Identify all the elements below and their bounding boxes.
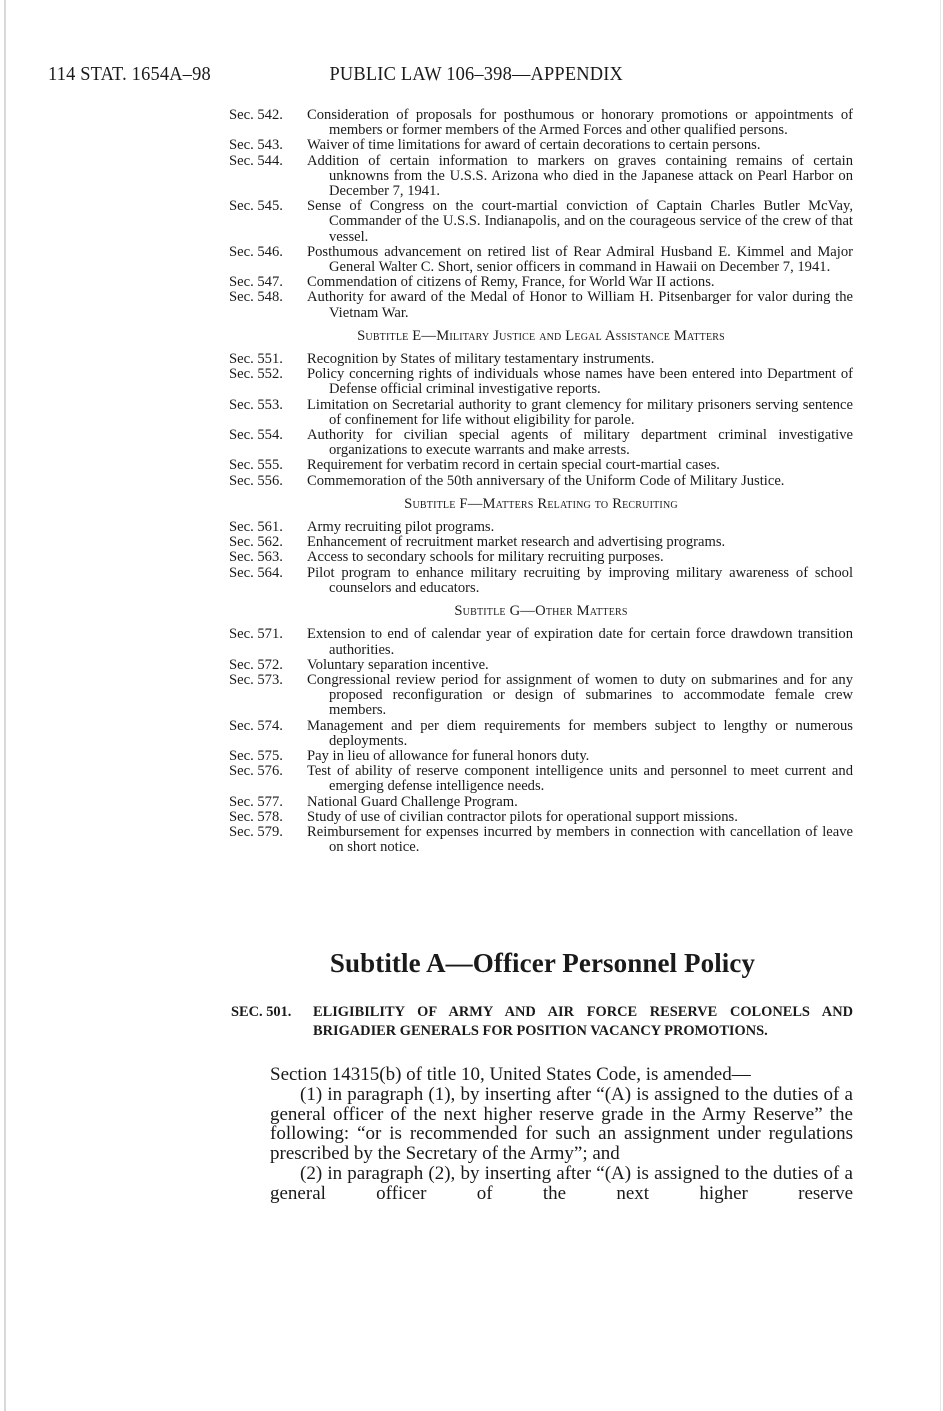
running-head — [48, 63, 623, 86]
toc-entry-title: Sense of Congress on the court-martial conviction of Captain Charles Butler McVay, Commander of the U.S.S. Indianapolis, and on the courageous service of the crew of that vessel. — [307, 198, 853, 245]
toc-entry-title-wrap — [307, 199, 853, 245]
toc-entry — [229, 719, 853, 749]
toc-entry-title-wrap — [307, 795, 853, 810]
section-label: SEC. 501. — [231, 1004, 292, 1020]
running-head-title: PUBLIC LAW 106–398—APPENDIX — [329, 63, 623, 85]
body-intro: Section 14315(b) of title 10, United States Code, is amended— — [270, 1064, 751, 1085]
toc-entry-number: Sec. 545. — [229, 198, 283, 215]
toc-entry-title: Posthumous advancement on retired list of Rear Admiral Husband E. Kimmel and Major General Walter C. Short, senior officers in command in Hawaii on December 7, 1941. — [307, 243, 853, 276]
toc-entry-title-wrap — [307, 290, 853, 320]
toc-entry — [229, 154, 853, 200]
toc-entry-title-wrap — [307, 535, 853, 550]
toc-entry-title-wrap — [307, 825, 853, 855]
subtitle-a-heading: Subtitle A—Officer Personnel Policy — [329, 948, 756, 978]
toc-entry-title: Authority for civilian special agents of military department criminal investigative organizations to execute warrants and make arrests. — [307, 427, 853, 459]
toc-entry-number: Sec. 577. — [229, 793, 283, 810]
toc-entry-number: Sec. 546. — [229, 243, 283, 260]
toc-entry-number: Sec. 571. — [229, 626, 283, 643]
toc-entry-title: Test of ability of reserve component intelligence units and personnel to meet current and emerging defense intelligence needs. — [307, 763, 853, 795]
toc-entry-title: Enhancement of recruitment market research and advertising programs. — [307, 534, 726, 551]
toc-entry — [229, 795, 853, 810]
toc-entry-number: Sec. 579. — [229, 823, 283, 840]
toc-entry-title: Waiver of time limitations for award of certain decorations to certain persons. — [307, 137, 761, 154]
toc-entry-title-wrap — [307, 108, 853, 138]
toc-entry-title: Requirement for verbatim record in certain special court-martial cases. — [307, 457, 720, 474]
toc-entry-number: Sec. 543. — [229, 137, 283, 154]
toc-group-d — [229, 108, 853, 321]
toc-entry-title: Study of use of civilian contractor pilots for operational support missions. — [307, 808, 738, 825]
toc-entry — [229, 474, 853, 489]
toc-entry-number: Sec. 564. — [229, 564, 283, 581]
toc-entry-number: Sec. 576. — [229, 763, 283, 780]
toc-entry-title-wrap — [307, 719, 853, 749]
stat-citation: 114 STAT. 1654A–98 — [48, 63, 211, 85]
toc-entry — [229, 275, 853, 290]
toc-entry-title-wrap — [307, 398, 853, 428]
toc-entry-title-wrap — [307, 749, 853, 764]
subtitle-f-heading: Subtitle F—Matters Relating to Recruiting — [404, 495, 678, 512]
page-edge-right — [940, 0, 941, 1411]
toc-entry-title: Extension to end of calendar year of expiration date for certain force drawdown transition authorities. — [307, 626, 853, 658]
toc-entry-title: Pilot program to enhance military recruiting by improving military awareness of school counselors and educators. — [307, 564, 853, 596]
toc-entry — [229, 138, 853, 153]
toc-entry-number: Sec. 547. — [229, 274, 283, 291]
toc-entry — [229, 810, 853, 825]
toc-entry — [229, 458, 853, 473]
toc-entry — [229, 352, 853, 367]
toc-entry-title: Policy concerning rights of individuals whose names have been entered into Department of Defense official criminal investigative reports. — [307, 366, 853, 398]
toc-entry-title-wrap — [307, 474, 853, 489]
toc-entry — [229, 245, 853, 275]
toc-entry — [229, 749, 853, 764]
toc-entry-title: Voluntary separation incentive. — [307, 656, 489, 673]
page-edge-left — [4, 0, 6, 1411]
toc-entry-title-wrap — [307, 810, 853, 825]
toc-entry — [229, 290, 853, 320]
subtitle-g-heading: Subtitle G—Other Matters — [454, 603, 628, 620]
toc-entry-title: Pay in lieu of allowance for funeral honors duty. — [307, 747, 590, 764]
section-heading — [231, 1003, 853, 1041]
toc-entry-number: Sec. 553. — [229, 396, 283, 413]
toc-entry-title-wrap — [307, 275, 853, 290]
body-paragraph-2: (2) in paragraph (2), by inserting after “(A) is assigned to the duties of a general officer of the next higher reserve — [270, 1162, 853, 1204]
toc-entry-title: Army recruiting pilot programs. — [307, 519, 495, 536]
toc-entry-title-wrap — [307, 138, 853, 153]
toc-entry-number: Sec. 542. — [229, 107, 283, 123]
toc-entry-title-wrap — [307, 673, 853, 719]
toc-entry-number: Sec. 573. — [229, 671, 283, 688]
toc-entry — [229, 398, 853, 428]
toc-entry-number: Sec. 575. — [229, 747, 283, 764]
toc-entry — [229, 428, 853, 458]
toc-entry-title-wrap — [307, 352, 853, 367]
toc-entry-number: Sec. 548. — [229, 289, 283, 306]
toc-entry-title-wrap — [307, 154, 853, 200]
toc-entry-number: Sec. 562. — [229, 534, 283, 551]
subtitle-e-heading: Subtitle E—Military Justice and Legal Assistance Matters — [357, 327, 725, 344]
toc-group-g — [229, 627, 853, 855]
toc-entry — [229, 520, 853, 535]
toc-entry — [229, 627, 853, 657]
toc-entry — [229, 199, 853, 245]
toc-entry-title: Congressional review period for assignment of women to duty on submarines and for any proposed reconfiguration or design of submarines to accommodate female crew members. — [307, 671, 853, 719]
toc-entry-number: Sec. 578. — [229, 808, 283, 825]
toc-entry-title: Addition of certain information to markers on graves containing remains of certain unknowns from the U.S.S. Arizona who died in the Japanese attack on Pearl Harbor on December 7, 1941. — [307, 152, 853, 200]
toc-entry-number: Sec. 552. — [229, 366, 283, 383]
toc-entry-number: Sec. 563. — [229, 549, 283, 566]
body-paragraph-1: (1) in paragraph (1), by inserting after “(A) is assigned to the duties of a general officer of the next higher reserve grade in the Army Reserve” the following: “or is recommended for such an assignment under regulations prescribed by the Secretary of the Army”; and — [270, 1083, 853, 1165]
toc-entry-title: Management and per diem requirements for members subject to lengthy or numerous deployments. — [307, 717, 853, 749]
toc-entry-title-wrap — [307, 550, 853, 565]
toc-entry-number: Sec. 551. — [229, 351, 283, 368]
toc-entry — [229, 550, 853, 565]
toc-entry — [229, 535, 853, 550]
toc-entry-number: Sec. 572. — [229, 656, 283, 673]
toc-entry-title: Commendation of citizens of Remy, France, for World War II actions. — [307, 274, 715, 291]
table-of-contents — [229, 108, 853, 855]
toc-entry-title-wrap — [307, 566, 853, 596]
toc-group-f — [229, 520, 853, 596]
toc-entry — [229, 764, 853, 794]
toc-entry-title: Commemoration of the 50th anniversary of the Uniform Code of Military Justice. — [307, 472, 785, 489]
toc-entry-number: Sec. 554. — [229, 427, 283, 444]
toc-entry-title-wrap — [307, 520, 853, 535]
toc-entry-title-wrap — [307, 367, 853, 397]
toc-entry-title-wrap — [307, 764, 853, 794]
toc-entry-title: Reimbursement for expenses incurred by members in connection with cancellation of leave on short notice. — [307, 823, 853, 856]
toc-entry-number: Sec. 555. — [229, 457, 283, 474]
toc-entry-title-wrap — [307, 245, 853, 275]
toc-entry — [229, 825, 853, 855]
toc-entry — [229, 658, 853, 673]
toc-entry — [229, 367, 853, 397]
toc-entry — [229, 673, 853, 719]
section-title: ELIGIBILITY OF ARMY AND AIR FORCE RESERVE COLONELS AND BRIGADIER GENERALS FOR POSITION VACANCY PROMOTIONS. — [313, 1004, 853, 1039]
toc-entry-title: Consideration of proposals for posthumous or honorary promotions or appointments of members or former members of the Armed Forces and other qualified persons. — [307, 107, 853, 139]
toc-entry-number: Sec. 544. — [229, 152, 283, 169]
toc-entry-title: Authority for award of the Medal of Honor to William H. Pitsenbarger for valor during the Vietnam War. — [307, 289, 853, 321]
toc-group-e — [229, 352, 853, 489]
toc-entry-title-wrap — [307, 428, 853, 458]
toc-entry-title: Access to secondary schools for military recruiting purposes. — [307, 549, 664, 566]
toc-entry-title: Limitation on Secretarial authority to grant clemency for military prisoners serving sentence of confinement for life without eligibility for parole. — [307, 396, 853, 428]
toc-entry-title-wrap — [307, 658, 853, 673]
toc-entry — [229, 566, 853, 596]
toc-entry-title: National Guard Challenge Program. — [307, 793, 518, 810]
toc-entry-title-wrap — [307, 458, 853, 473]
toc-entry-title: Recognition by States of military testamentary instruments. — [307, 351, 655, 368]
toc-entry-title-wrap — [307, 627, 853, 657]
toc-entry-number: Sec. 561. — [229, 519, 283, 536]
toc-entry-number: Sec. 556. — [229, 472, 283, 489]
section-body — [270, 1065, 853, 1204]
toc-entry-number: Sec. 574. — [229, 717, 283, 734]
toc-entry — [229, 108, 853, 138]
